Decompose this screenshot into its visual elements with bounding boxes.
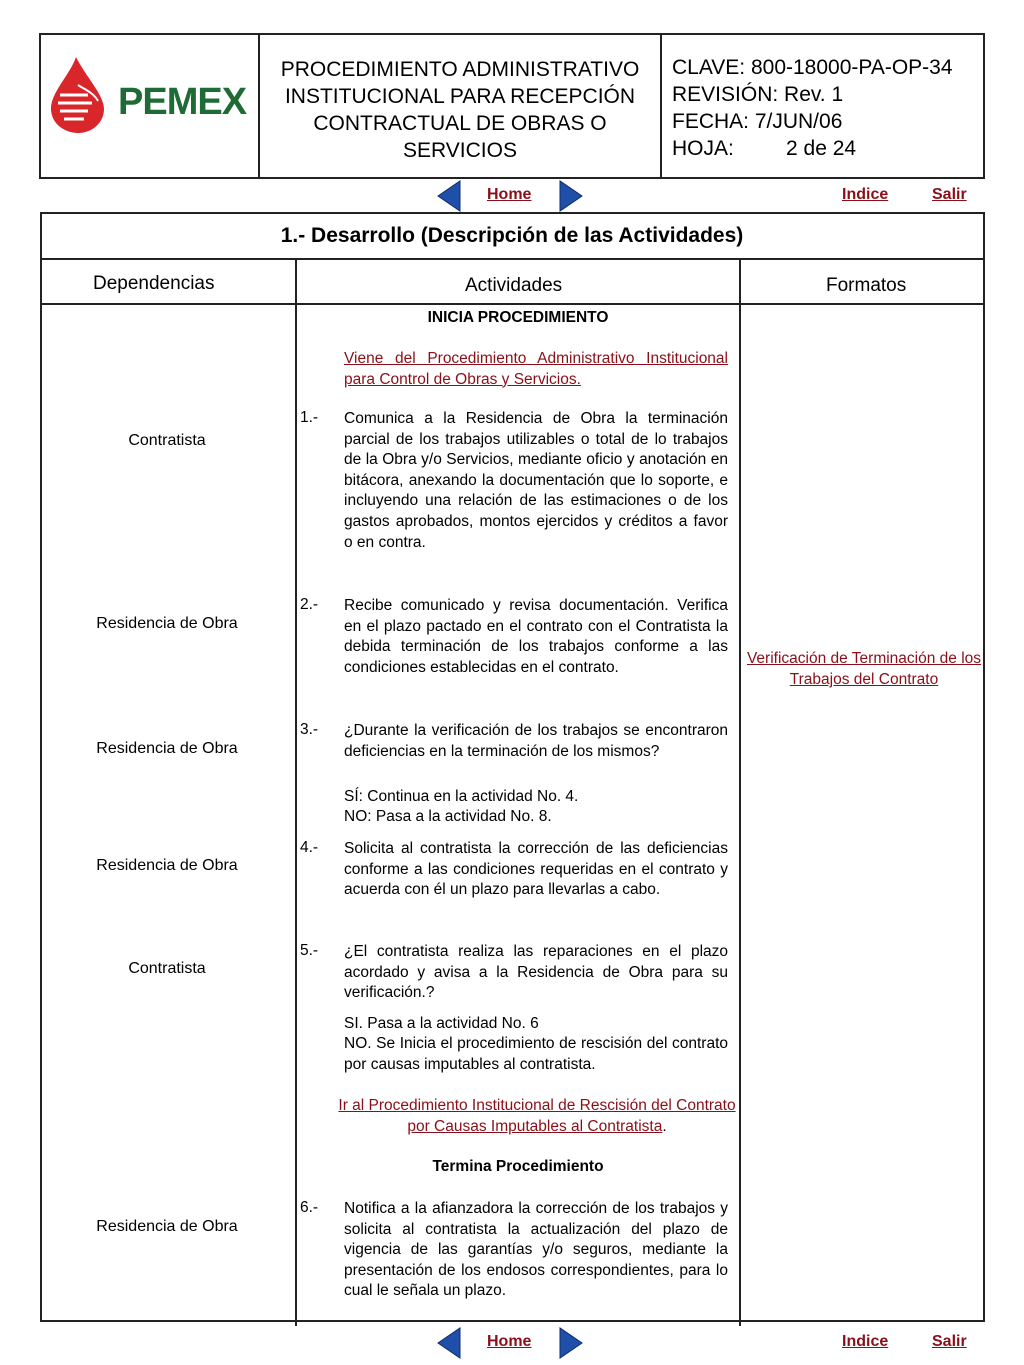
rescision-procedimiento-link[interactable]: Ir al Procedimiento Institucional de Rescisión del Contrato por Causas Imputables al Contratista [338,1097,736,1135]
column-header-dependencias: Dependencias [93,273,215,294]
step-text: Notifica a la afianzadora la corrección de los trabajos y solicita al contratista la actualización del plazo de vigencia de las garantías y/o seguros, mediante la presentación de los endosos correspondientes, para lo cual le señala un plazo. [344,1200,728,1300]
revision-text: REVISIÓN: Rev. 1 [672,83,844,106]
document-metadata [672,54,953,162]
previous-arrow-icon[interactable] [436,180,462,212]
hoja-label: HOJA: [672,137,734,160]
step-branch-yes: SÍ: Continua en la actividad No. 4. [344,788,579,805]
dependency-label: Contratista [128,432,206,449]
link-suffix: . [662,1117,667,1135]
viene-procedimiento-link[interactable]: Viene del Procedimiento Administrativo Institucional para Control de Obras y Servicios. [344,350,728,388]
salir-link[interactable]: Salir [932,1333,967,1350]
indice-link[interactable]: Indice [842,1333,889,1350]
title-line: SERVICIOS [403,139,517,162]
step-text: Recibe comunicado y revisa documentación. Verifica en el plazo pactado en el contrato con el Contratista la debida terminación de los trabajos conforme a las condiciones establecidas en el contrato. [344,597,728,676]
step-number: 4.- [300,839,319,856]
table-rule [40,303,985,305]
document-title [260,56,660,164]
step-number: 2.- [300,596,319,613]
home-link[interactable]: Home [487,186,532,203]
rescision-link-block [330,1096,744,1137]
title-line: CONTRACTUAL DE OBRAS O [313,112,607,135]
clave-text: CLAVE: 800-18000-PA-OP-34 [672,56,953,79]
indice-link[interactable]: Indice [842,186,889,203]
column-header-actividades: Actividades [465,275,563,296]
dependency-label: Contratista [128,960,206,977]
dependency-label: Residencia de Obra [96,857,238,874]
section-title: 1.- Desarrollo (Descripción de las Actividades) [280,224,744,247]
dependency-label: Residencia de Obra [96,615,238,632]
step-text: Solicita al contratista la corrección de las deficiencias conforme a las condiciones requeridas en el contrato y acuerda con él un plazo para llevarlas a cabo. [344,840,728,899]
step-number: 3.- [300,721,319,738]
inicia-procedimiento: INICIA PROCEDIMIENTO [427,309,609,326]
pemex-logo-text: PEMEX [118,81,247,123]
previous-arrow-icon[interactable] [436,1327,462,1359]
title-line: PROCEDIMIENTO ADMINISTRATIVO [280,58,640,81]
dependency-label: Residencia de Obra [96,740,238,757]
next-arrow-icon[interactable] [558,1327,584,1359]
dependency-label: Residencia de Obra [96,1218,238,1235]
table-column-rule [295,260,297,1326]
step-branch-no: NO. Se Inicia el procedimiento de rescisión del contrato por causas imputables al contratista. [344,1035,728,1073]
step-text: ¿Durante la verificación de los trabajos se encontraron deficiencias en la terminación de los mismos? [344,722,728,760]
header-divider-2 [660,33,662,179]
step-branch-no: NO: Pasa a la actividad No. 8. [344,808,552,825]
hoja-value: 2 de 24 [786,137,857,160]
fecha-text: FECHA: 7/JUN/06 [672,110,843,133]
column-header-formatos: Formatos [826,275,907,296]
next-arrow-icon[interactable] [558,180,584,212]
title-line: INSTITUCIONAL PARA RECEPCIÓN [284,85,636,108]
salir-link[interactable]: Salir [932,186,967,203]
home-link[interactable]: Home [487,1333,532,1350]
step-number: 6.- [300,1199,319,1216]
pemex-logo [48,55,253,135]
termina-procedimiento: Termina Procedimiento [432,1158,604,1175]
step-number: 1.- [300,409,319,426]
step-branch-yes: SI. Pasa a la actividad No. 6 [344,1015,539,1032]
step-text: Comunica a la Residencia de Obra la terminación parcial de los trabajos utilizables o total de lo trabajos de la Obra y/o Servicios, mediante oficio y anotación en bitácora, anexando la documentación que lo soporte, e incluyendo una relación de las estimaciones o de los gastos aprobados, montos ejercidos y créditos a favor o en contra. [344,410,728,551]
table-column-rule [739,260,741,1326]
step-text: ¿El contratista realiza las reparaciones en el plazo acordado y avisa a la Residencia de Obra para su verificación.? [344,943,728,1002]
verificacion-formato-link[interactable]: Verificación de Terminación de los Trabajos del Contrato [746,650,982,688]
step-number: 5.- [300,942,319,959]
table-rule [40,258,985,260]
